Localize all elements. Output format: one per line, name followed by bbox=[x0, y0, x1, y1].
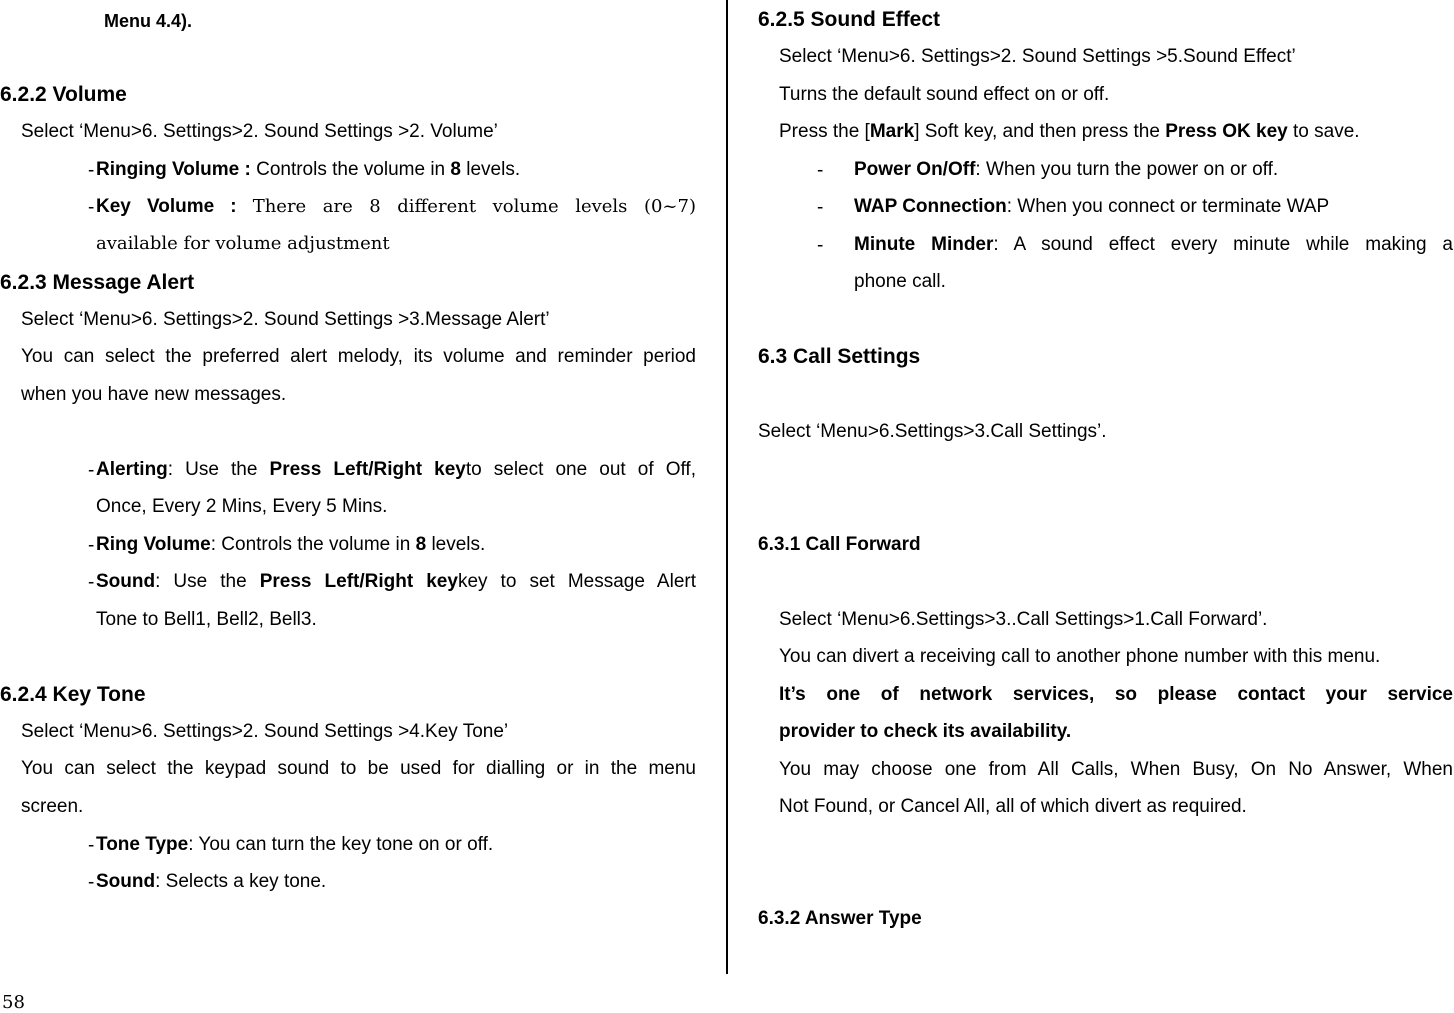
list-item-power-on-off bbox=[854, 160, 1278, 179]
list-item-key-volume bbox=[96, 197, 696, 216]
page-number: 58 bbox=[2, 992, 25, 1013]
list-item-ring-volume bbox=[96, 535, 485, 554]
item-label: Sound bbox=[96, 871, 156, 892]
item-text: : You can turn the key tone on or off. bbox=[188, 834, 494, 855]
bullet-dash: - bbox=[817, 197, 824, 218]
press-text-b: ] Soft key, and then press the bbox=[914, 121, 1166, 142]
item-bold-value: 8 bbox=[415, 534, 427, 555]
item-label: WAP Connection bbox=[854, 196, 1007, 217]
item-bold-key: Press Left/Right key bbox=[269, 459, 466, 480]
bullet-dash: - bbox=[88, 572, 95, 593]
list-item-ringing-volume bbox=[96, 160, 520, 179]
list-item-sound-alert bbox=[96, 572, 696, 591]
select-path-sound-effect: Select ‘Menu>6. Settings>2. Sound Settings >5.Sound Effect’ bbox=[779, 46, 1296, 67]
network-service-notice-line2: provider to check its availability. bbox=[779, 721, 1072, 742]
press-text-c: to save. bbox=[1287, 121, 1360, 142]
ok-key-label: Press OK key bbox=[1165, 121, 1288, 142]
divert-options-line1: You may choose one from All Calls, When Busy, On No Answer, When bbox=[779, 759, 1453, 780]
bullet-dash: - bbox=[88, 197, 95, 218]
item-label: Power On/Off bbox=[854, 159, 976, 180]
item-colon: : bbox=[230, 196, 237, 217]
list-item-minute-minder bbox=[854, 235, 1453, 254]
heading-6-2-3: 6.2.3 Message Alert bbox=[0, 271, 195, 294]
message-alert-desc-line2: when you have new messages. bbox=[21, 384, 287, 405]
select-path-volume: Select ‘Menu>6. Settings>2. Sound Settings >2. Volume’ bbox=[21, 121, 498, 142]
item-label: Ring Volume bbox=[96, 534, 211, 555]
list-item-sound-alert-line2: Tone to Bell1, Bell2, Bell3. bbox=[96, 609, 317, 630]
list-item-key-volume-line2: available for volume adjustment bbox=[96, 233, 390, 254]
select-path-call-forward: Select ‘Menu>6.Settings>3..Call Settings>1.Call Forward’. bbox=[779, 609, 1268, 630]
heading-6-3-2: 6.3.2 Answer Type bbox=[758, 908, 922, 929]
network-service-notice-line1: It’s one of network services, so please contact your service bbox=[779, 684, 1453, 705]
mark-key-label: Mark bbox=[869, 121, 915, 142]
item-text: : When you connect or terminate WAP bbox=[1006, 196, 1330, 217]
select-path-message-alert: Select ‘Menu>6. Settings>2. Sound Settings >3.Message Alert’ bbox=[21, 309, 550, 330]
item-label: Alerting bbox=[96, 459, 168, 480]
item-label: Key Volume bbox=[96, 196, 215, 217]
item-label: Tone Type bbox=[96, 834, 189, 855]
sound-effect-desc: Turns the default sound effect on or off. bbox=[779, 84, 1110, 105]
bullet-dash: - bbox=[88, 460, 95, 481]
bullet-dash: - bbox=[88, 160, 95, 181]
sound-effect-press-instruction bbox=[779, 122, 1360, 141]
bullet-dash: - bbox=[88, 535, 95, 556]
select-path-call-settings: Select ‘Menu>6.Settings>3.Call Settings’. bbox=[758, 421, 1107, 442]
item-text: : When you turn the power on or off. bbox=[975, 159, 1279, 180]
bullet-dash: - bbox=[817, 235, 824, 256]
select-path-key-tone: Select ‘Menu>6. Settings>2. Sound Settings >4.Key Tone’ bbox=[21, 721, 509, 742]
heading-6-3: 6.3 Call Settings bbox=[758, 345, 921, 368]
item-text: : A sound effect every minute while making a bbox=[993, 234, 1453, 255]
item-text-tail: key to set Message Alert bbox=[457, 571, 696, 592]
message-alert-desc-line1: You can select the preferred alert melody, its volume and reminder period bbox=[21, 346, 696, 367]
item-text: There are 8 different volume levels (0~7) bbox=[252, 196, 696, 217]
divert-options-line2: Not Found, or Cancel All, all of which divert as required. bbox=[779, 796, 1247, 817]
key-tone-desc-line2: screen. bbox=[21, 796, 84, 817]
list-item-alerting bbox=[96, 460, 696, 479]
column-divider bbox=[726, 0, 728, 974]
item-bold-key: Press Left/Right key bbox=[259, 571, 458, 592]
item-text: : Controls the volume in bbox=[210, 534, 416, 555]
bullet-dash: - bbox=[817, 160, 824, 181]
bullet-dash: - bbox=[88, 835, 95, 856]
item-text-tail: levels. bbox=[460, 159, 521, 180]
list-item-tone-type bbox=[96, 835, 493, 854]
item-text: : Selects a key tone. bbox=[155, 871, 327, 892]
press-text-a: Press the [ bbox=[779, 121, 870, 142]
list-item-wap-connection bbox=[854, 197, 1329, 216]
list-item-minute-minder-line2: phone call. bbox=[854, 271, 946, 292]
call-forward-desc: You can divert a receiving call to another phone number with this menu. bbox=[779, 646, 1381, 667]
item-text: : Use the bbox=[155, 571, 260, 592]
heading-6-2-4: 6.2.4 Key Tone bbox=[0, 683, 146, 706]
item-label: Ringing Volume : bbox=[96, 159, 251, 180]
item-label: Minute Minder bbox=[854, 234, 994, 255]
bullet-dash: - bbox=[88, 872, 95, 893]
list-item-sound-key bbox=[96, 872, 326, 891]
heading-6-3-1: 6.3.1 Call Forward bbox=[758, 534, 921, 555]
heading-6-2-2: 6.2.2 Volume bbox=[0, 83, 127, 106]
item-text-tail: levels. bbox=[426, 534, 486, 555]
list-item-alerting-line2: Once, Every 2 Mins, Every 5 Mins. bbox=[96, 496, 388, 517]
item-label: Sound bbox=[96, 571, 156, 592]
item-text-tail: to select one out of Off, bbox=[465, 459, 696, 480]
item-text: Controls the volume in bbox=[250, 159, 451, 180]
item-bold-value: 8 bbox=[450, 159, 461, 180]
item-text: : Use the bbox=[167, 459, 270, 480]
heading-6-2-5: 6.2.5 Sound Effect bbox=[758, 8, 941, 31]
continued-line: Menu 4.4). bbox=[104, 11, 193, 31]
key-tone-desc-line1: You can select the keypad sound to be used for dialling or in the menu bbox=[21, 758, 696, 779]
